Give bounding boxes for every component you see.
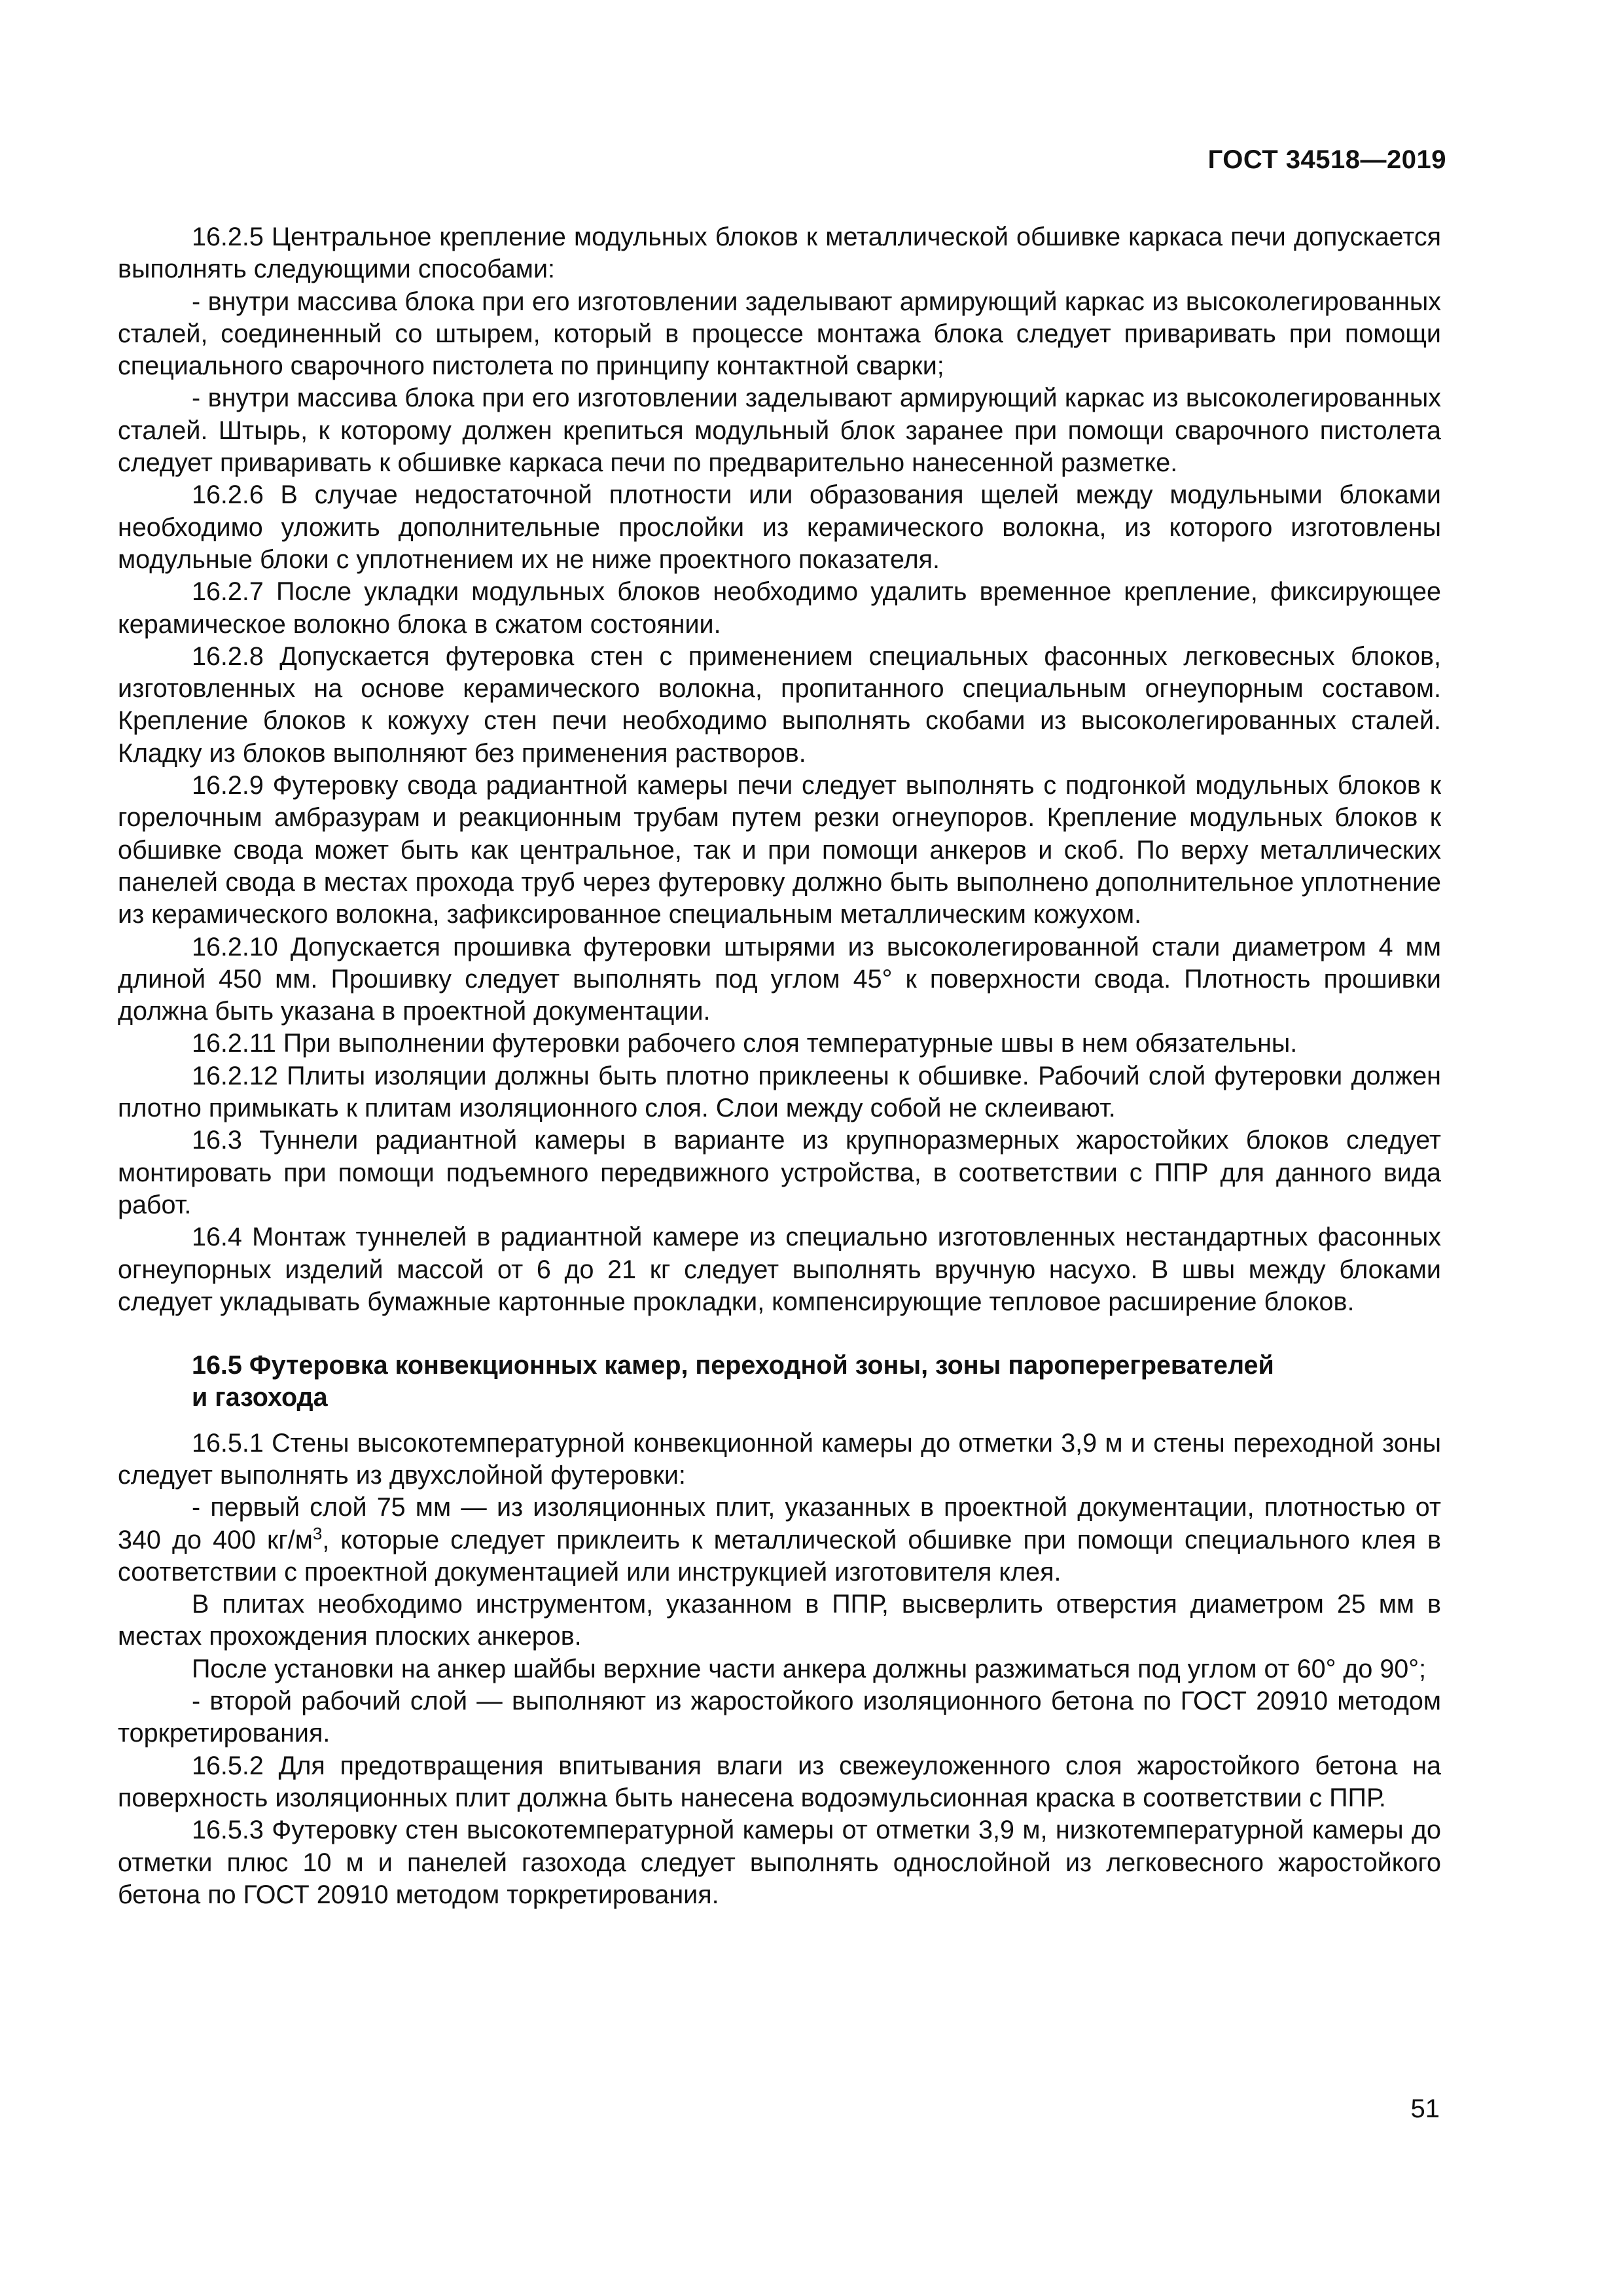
section-heading-line-2: и газохода xyxy=(192,1383,328,1412)
section-heading-16-5 xyxy=(118,1350,1441,1414)
document-code-header: ГОСТ 34518—2019 xyxy=(1207,145,1446,174)
paragraph-16-5-2: 16.5.2 Для предотвращения впитывания влаги из свежеуложенного слоя жаростойкого бетона на поверхность изоляционных плит должна быть нанесена водоэмульсионная краска в соответствии с ППР. xyxy=(118,1751,1441,1812)
list-item-method-1: - внутри массива блока при его изготовлении заделывают армирующий каркас из высоколегированных сталей, соединенный со штырем, который в процессе монтажа блока следует приваривать при помощи специального сварочного пистолета по принципу контактной сварки; xyxy=(118,287,1441,381)
paragraph-16-4: 16.4 Монтаж туннелей в радиантной камере из специально изготовленных нестандартных фасонных огнеупорных изделий массой от 6 до 21 кг следует выполнять вручную насухо. В швы между блоками следует укладывать бумажные картонные прокладки, компенсирующие тепловое расширение блоков. xyxy=(118,1223,1441,1316)
paragraph-16-2-5: 16.2.5 Центральное крепление модульных блоков к металлической обшивке каркаса печи допускается выполнять следующими способами: xyxy=(118,223,1441,284)
paragraph-anchor-washer: После установки на анкер шайбы верхние части анкера должны разжиматься под углом от 60° до 90°; xyxy=(192,1654,1427,1683)
first-layer-text-b: , которые следует приклеить к металлической обшивке при помощи специального клея в соответствии с проектной документацией или инструкцией изготовителя клея. xyxy=(118,1525,1441,1587)
paragraph-drilling: В плитах необходимо инструментом, указанном в ППР, высверлить отверстия диаметром 25 мм в местах прохождения плоских анкеров. xyxy=(118,1590,1441,1651)
list-item-method-2: - внутри массива блока при его изготовлении заделывают армирующий каркас из высоколегированных сталей. Штырь, к которому должен крепиться модульный блок заранее при помощи сварочного пистолета следует приваривать к обшивке каркаса печи по предварительно нанесенной разметке. xyxy=(118,384,1441,478)
paragraph-16-2-11: 16.2.11 При выполнении футеровки рабочего слоя температурные швы в нем обязательны. xyxy=(192,1029,1298,1058)
page-number: 51 xyxy=(1410,2094,1440,2123)
document-body xyxy=(118,221,1441,1911)
superscript-exponent: 3 xyxy=(312,1523,323,1543)
paragraph-16-2-12: 16.2.12 Плиты изоляции должны быть плотно приклеены к обшивке. Рабочий слой футеровки должен плотно примыкать к плитам изоляционного слоя. Слои между собой не склеивают. xyxy=(118,1061,1441,1123)
list-item-second-layer: - второй рабочий слой — выполняют из жаростойкого изоляционного бетона по ГОСТ 20910 методом торкретирования. xyxy=(118,1687,1441,1748)
paragraph-16-3: 16.3 Туннели радиантной камеры в варианте из крупноразмерных жаростойких блоков следует монтировать при помощи подъемного передвижного устройства, в соответствии с ППР для данного вида работ. xyxy=(118,1126,1441,1219)
list-item-first-layer xyxy=(118,1492,1441,1588)
paragraph-16-5-1: 16.5.1 Стены высокотемпературной конвекционной камеры до отметки 3,9 м и стены переходной зоны следует выполнять из двухслойной футеровки: xyxy=(118,1428,1441,1490)
first-layer-text-a: - первый слой 75 мм — из изоляционных плит, указанных в проектной документации, плотностью от 340 до 400 кг/м xyxy=(118,1493,1441,1554)
paragraph-16-2-9: 16.2.9 Футеровку свода радиантной камеры печи следует выполнять с подгонкой модульных блоков к горелочным амбразурам и реакционным трубам путем резки огнеупоров. Крепление модульных блоков к обшивке свода может быть как центральное, так и при помощи анкеров и скоб. По верху металлических панелей свода в местах прохода труб через футеровку должно быть выполнено дополнительное уплотнение из керамического волокна, зафиксированное специальным металлическим кожухом. xyxy=(118,771,1441,929)
paragraph-16-2-10: 16.2.10 Допускается прошивка футеровки штырями из высоколегированной стали диаметром 4 мм длиной 450 мм. Прошивку следует выполнять под углом 45° к поверхности свода. Плотность прошивки должна быть указана в проектной документации. xyxy=(118,932,1441,1026)
paragraph-16-2-8: 16.2.8 Допускается футеровка стен с применением специальных фасонных легковесных блоков, изготовленных на основе керамического волокна, пропитанного специальным огнеупорным составом. Крепление блоков к кожуху стен печи необходимо выполнять скобами из высоколегированных сталей. Кладку из блоков выполняют без применения растворов. xyxy=(118,641,1441,768)
section-heading-line-1: 16.5 Футеровка конвекционных камер, переходной зоны, зоны пароперегревателей xyxy=(192,1351,1274,1380)
paragraph-16-5-3: 16.5.3 Футеровку стен высокотемпературной камеры от отметки 3,9 м, низкотемпературной камеры до отметки плюс 10 м и панелей газохода следует выполнять однослойной из легковесного жаростойкого бетона по ГОСТ 20910 методом торкретирования. xyxy=(118,1816,1441,1909)
paragraph-16-2-6: 16.2.6 В случае недостаточной плотности или образования щелей между модульными блоками необходимо уложить дополнительные прослойки из керамического волокна, из которого изготовлены модульные блоки с уплотнением их не ниже проектного показателя. xyxy=(118,480,1441,574)
paragraph-16-2-7: 16.2.7 После укладки модульных блоков необходимо удалить временное крепление, фиксирующее керамическое волокно блока в сжатом состоянии. xyxy=(118,577,1441,639)
